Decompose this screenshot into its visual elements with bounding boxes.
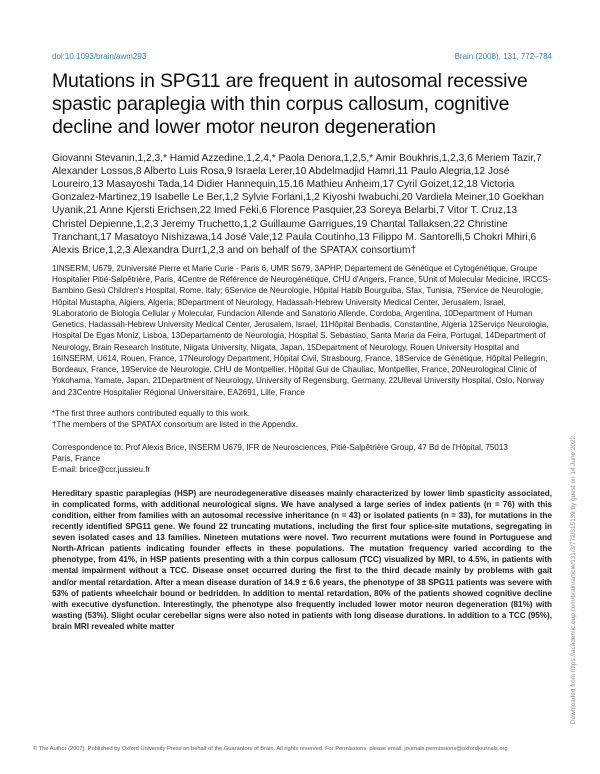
correspondence-email[interactable]: E-mail: brice@ccr.jussieu.fr (52, 464, 151, 474)
journal-citation: Brain (2008), 131, 772–784 (454, 52, 552, 61)
correspondence-city: Paris, France (52, 453, 101, 463)
download-sidebar (570, 430, 580, 730)
correspondence-address: Correspondence to: Prof Alexis Brice, INSERM U679, IFR de Neurosciences, Pitié-Salpêtrière Group, 47 Bd de l'Hôpital, 75013 (52, 442, 508, 452)
correspondence (52, 442, 552, 475)
author-notes (52, 408, 552, 430)
doi-link[interactable]: doi:10.1093/brain/awm293 (52, 52, 147, 61)
consortium-note: †The members of the SPATAX consortium are listed in the Appendix. (52, 419, 299, 429)
download-notice[interactable]: Downloaded from https://academic.oup.com/brain/article/131/3/772/315139 by guest on 14 June 2022 (570, 435, 577, 725)
abstract: Hereditary spastic paraplegias (HSP) are neurodegenerative diseases mainly characterized by lower limb spasticity associated, in complicated forms, with additional neurological signs. We have analysed a large series of index patients (n = 76) with this condition, either from families with an autosomal recessive inheritance (n = 43) or isolated patients (n = 33), for mutations in the recently identified SPG11 gene. We found 22 truncating mutations, including the first four splice-site mutations, segregating in seven isolated cases and 13 families. Nineteen mutations were novel. Two recurrent mutations were found in Portuguese and North-African patients indicating founder effects in these populations. The mutation frequency varied according to the phenotype, from 41%, in HSP patients presenting with a thin corpus callosum (TCC) visualized by MRI, to 4.5%, in patients with mental impairment without a TCC. Disease onset occurred during the first to the third decade mainly by problems with gait and/or mental retardation. After a mean disease duration of 14.9 ± 6.6 years, the phenotype of 38 SPG11 patients was severe with 53% of patients wheelchair bound or bedridden. In addition to mental retardation, 80% of the patients showed cognitive decline with executive dysfunction. Interestingly, the phenotype also frequently included lower motor neuron degeneration (81%) with wasting (53%). Slight ocular cerebellar signs were also noted in patients with long disease durations. In addition to a TCC (95%), brain MRI revealed white matter (52, 488, 552, 631)
equal-contribution-note: *The first three authors contributed equally to this work. (52, 408, 250, 418)
author-list: Giovanni Stevanin,1,2,3,* Hamid Azzedine,1,2,4,* Paola Denora,1,2,5,* Amir Boukhris,1,2,3,6 Meriem Tazir,7 Alexander Lossos,8 Alberto Luis Rosa,9 Israela Lerer,10 Abdelmadjid Hamri,11 Paulo Alegria,12 José Loureiro,13 Masayoshi Tada,14 Didier Hannequin,15,16 Mathieu Anheim,17 Cyril Goizet,12,18 Victoria Gonzalez-Martinez,19 Isabelle Le Ber,1,2 Sylvie Forlani,1,2 Kiyoshi Iwabuchi,20 Vardiela Meiner,10 Goekhan Uyanik,21 Anne Kjersti Erichsen,22 Imed Feki,6 Florence Pasquier,23 Soreya Belarbi,7 Vitor T. Cruz,13 Christel Depienne,1,2,3 Jeremy Truchetto,1,2 Guillaume Garrigues,19 Chantal Tallaksen,22 Christine Tranchant,17 Masatoyo Nishizawa,14 José Vale,12 Paula Coutinho,13 Filippo M. Santorelli,5 Chokri Mhiri,6 Alexis Brice,1,2,3 Alexandra Durr1,2,3 and on behalf of the SPATAX consortium† (52, 153, 544, 256)
article-page (52, 52, 552, 632)
header-bar (52, 52, 552, 64)
article-title: Mutations in SPG11 are frequent in autosomal recessive spastic paraplegia with thin corpus callosum, cognitive decline and lower motor neuron degeneration (52, 70, 528, 138)
copyright-footer: © The Author (2007). Published by Oxford University Press on behalf of the Guarantors of Brain. All rights reserved. For Permissions, please email: journals.permissions@oxfordjournals.org (33, 746, 508, 752)
affiliations: 1INSERM, U679, 2Université Pierre et Marie Curie - Paris 6, UMR S679, 3APHP, Département de Génétique et Cytogénétique, Groupe Hospitalier Pitié-Salpêtrière, Paris, 4Centre de Référence de Neurogénétique, CHU d'Angers, France, 5Unit of Molecular Medicine, IRCCS-Bambino Gesù Children's Hospital, Rome, Italy; 6Service de Neurologie, Hôpital Habib Bourguiba, Sfax, Tunisia, 7Service de Neurologie, Hôpital Mustapha, Algiers, Algeria, 8Department of Neurology, Hadassah-Hebrew University Medical Center, Jerusalem, Israel, 9Laboratorio de Biologia Cellular y Molecular, Fundacion Allende and Sanatorio Allende, Cordoba, Argentina, 10Department of Human Genetics, Hadassah-Hebrew University Medical Center, Jerusalem, Israel, 11Hôpital Benbadis, Constantine, Algeria 12Serviço Neurologia, Hospital De Egas Moniz, Lisboa, 13Departamento de Neurologia, Hospital S. Sebastiao, Santa Maria da Feira, Portugal, 14Department of Neurology, Brain Research Institute, Niigata University, Niigata, Japan, 15Department of Neurology, Rouen University Hospital and 16INSERM, U614, Rouen, France, 17Neurology Department, Hôpital Civil, Strasbourg, France, 18Service de Génétique, Hôpital Pellegrin, Bordeaux, France, 19Service de Neurologie, CHU de Montpellier, Hôpital Gui de Chauliac, Montpellier, France, 20Neurological Clinic of Yokohama, Yamate, Japan, 21Department of Neurology, University of Regensburg, Germany, 22Ulleval University Hospital, Oslo, Norway and 23Centre Hospitalier Régional Universitaire, EA2691, Lille, France (52, 263, 551, 397)
